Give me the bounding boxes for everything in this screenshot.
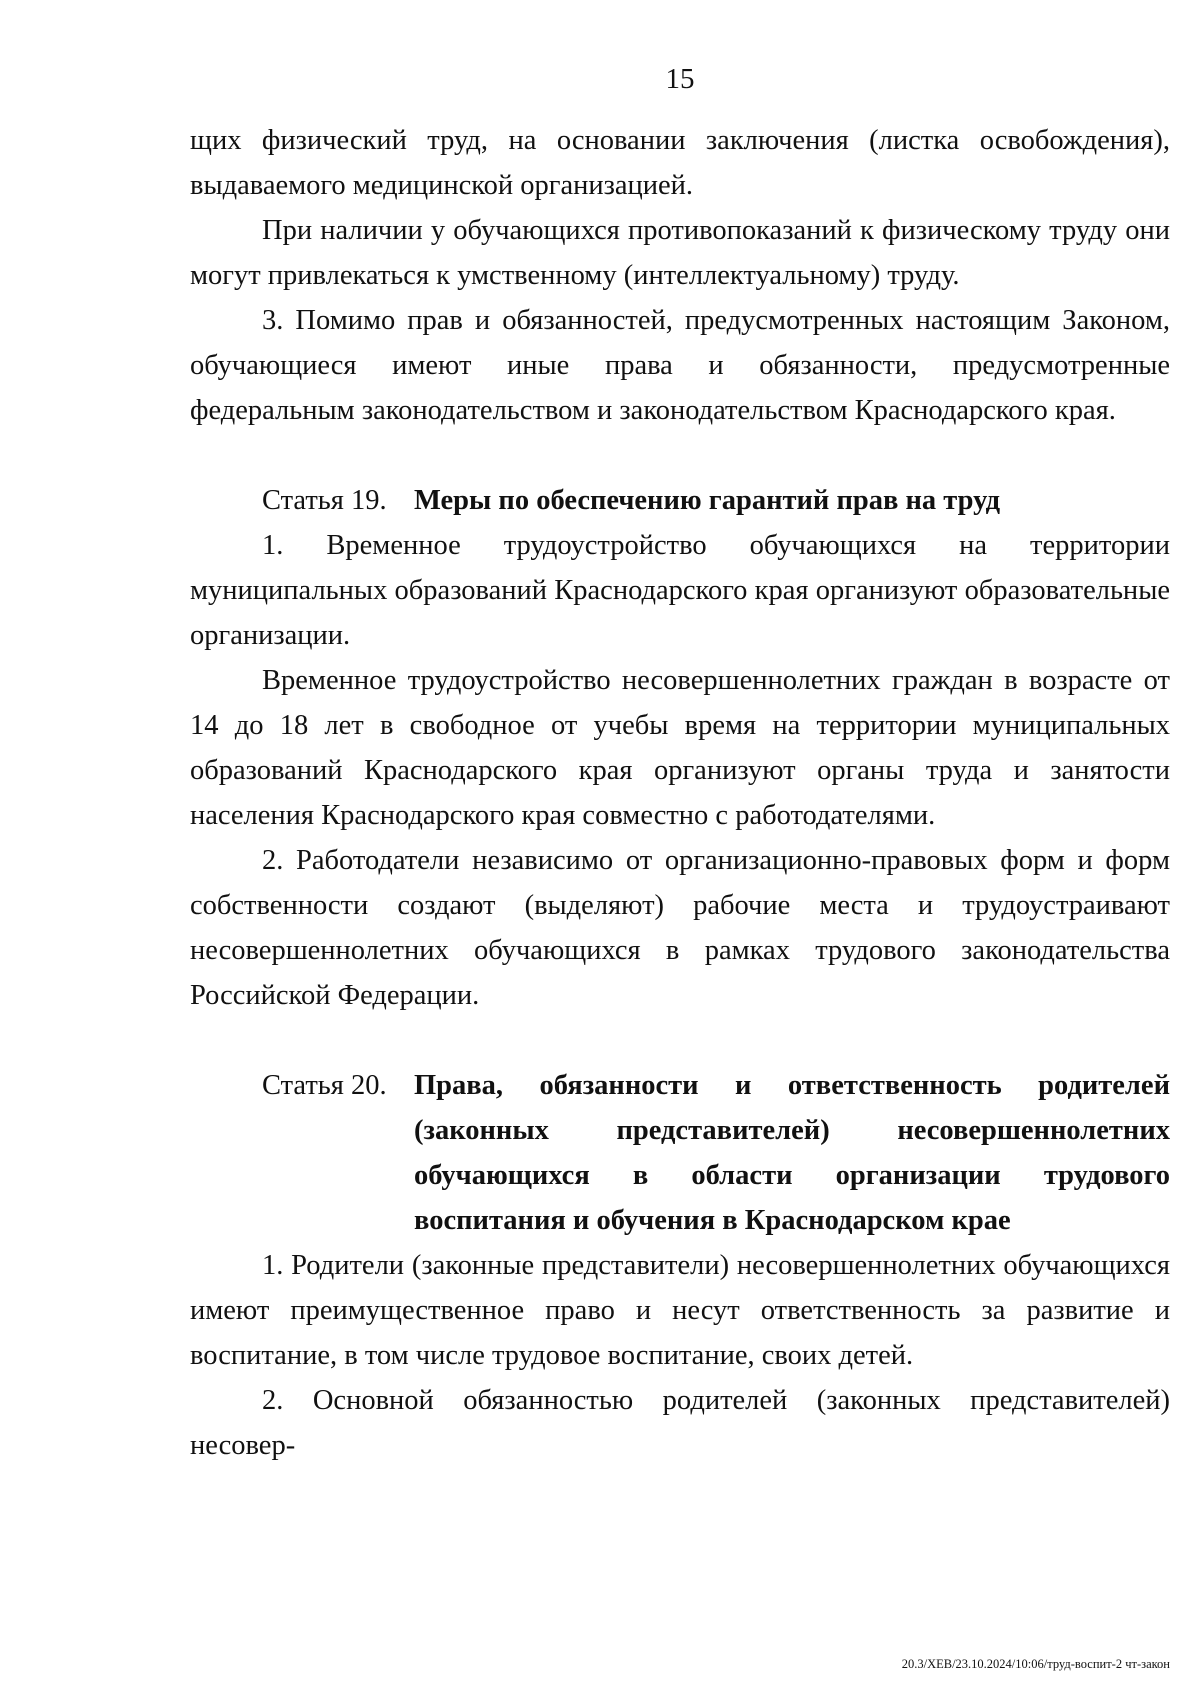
paragraph: 1. Временное трудоустройство обучающихся на территории муниципальных образований Краснодарского края организуют образовательные организации. [190,530,1170,651]
article-label: Статья 19. [262,485,387,516]
paragraph: Временное трудоустройство несовершеннолетних граждан в возрасте от 14 до 18 лет в свободное от учебы время на территории муниципальных образований Краснодарского края организуют органы труда и занятости населения Краснодарского края совместно с работодателями. [190,665,1170,831]
paragraph: 1. Родители (законные представители) несовершеннолетних обучающихся имеют преимущественное право и несут ответственность за развитие и воспитание, в том числе трудовое воспитание, своих детей. [190,1250,1170,1371]
document-body [190,118,1170,1468]
footer-document-code: 20.3/ХЕВ/23.10.2024/10:06/труд-воспит-2 чт-закон [901,1657,1170,1671]
paragraph-continuation: щих физический труд, на основании заключения (листка освобождения), выдаваемого медицинской организацией. [190,125,1170,201]
article-title: Меры по обеспечению гарантий прав на труд [414,485,1001,516]
page-number: 15 [665,63,695,95]
article-title: Права, обязанности и ответственность родителей (законных представителей) несовершеннолетних обучающихся в области организации трудового воспитания и обучения в Краснодарском крае [414,1070,1170,1236]
paragraph: 2. Работодатели независимо от организационно-правовых форм и форм собственности создают (выделяют) рабочие места и трудоустраивают несовершеннолетних обучающихся в рамках трудового законодательства Российской Федерации. [190,845,1170,1011]
paragraph: При наличии у обучающихся противопоказаний к физическому труду они могут привлекаться к умственному (интеллектуальному) труду. [190,215,1170,291]
article-19-heading [190,478,1170,523]
paragraph: 2. Основной обязанностью родителей (законных представителей) несовер- [190,1385,1170,1461]
article-label: Статья 20. [262,1070,387,1101]
paragraph: 3. Помимо прав и обязанностей, предусмотренных настоящим Законом, обучающиеся имеют иные права и обязанности, предусмотренные федеральным законодательством и законодательством Краснодарского края. [190,305,1170,426]
article-20-heading [190,1063,1170,1243]
